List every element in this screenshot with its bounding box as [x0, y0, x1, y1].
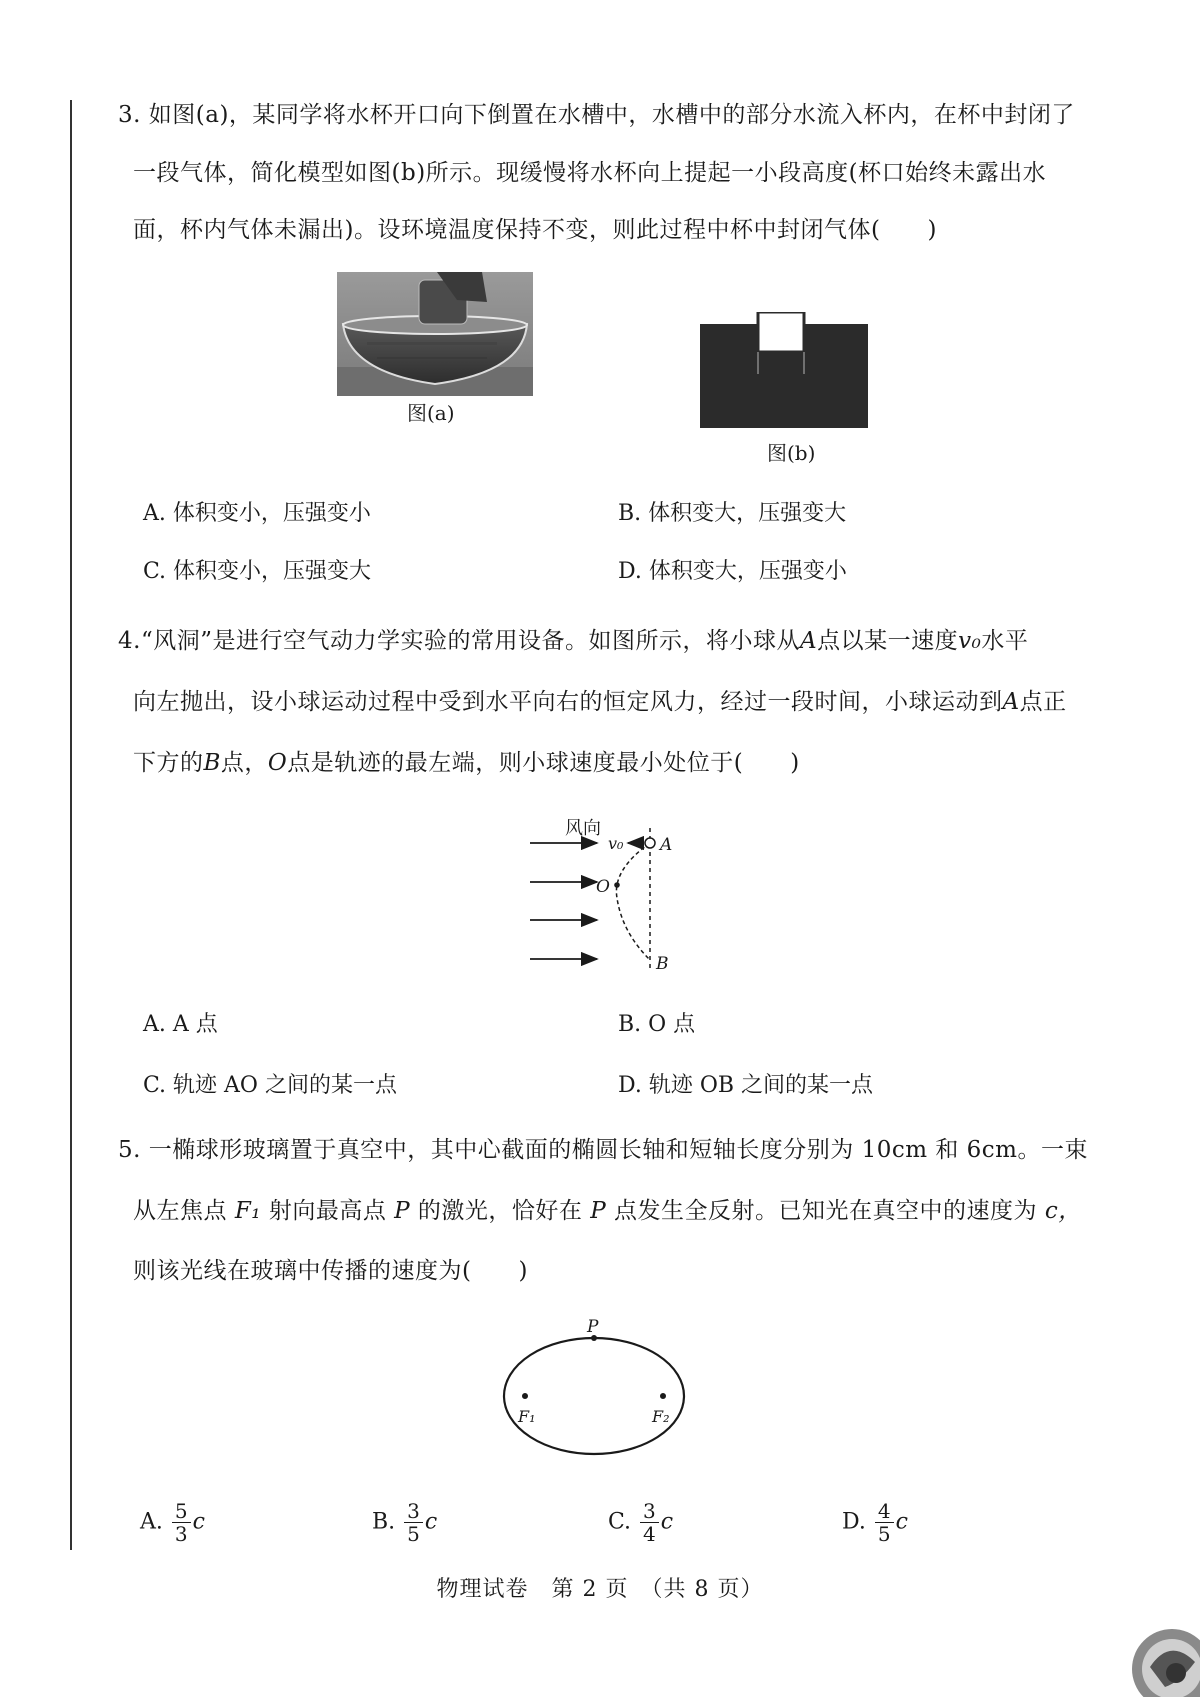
- q5-option-b-letter: B.: [372, 1509, 396, 1535]
- corner-scan-mark: [1110, 1607, 1200, 1697]
- q4-option-a[interactable]: A. A 点: [143, 1012, 218, 1037]
- q3-line-1: 3. 如图(a)，某同学将水杯开口向下倒置在水槽中，水槽中的部分水流入杯内，在杯中封闭了: [118, 102, 1075, 128]
- q3-line-2: 一段气体，简化模型如图(b)所示。现缓慢将水杯向上提起一小段高度(杯口始终未露出水: [133, 160, 1047, 186]
- q3-option-c[interactable]: C. 体积变小，压强变大: [143, 559, 372, 584]
- fraction-numerator: 5: [172, 1500, 191, 1523]
- q5-option-a[interactable]: [140, 1500, 205, 1545]
- ball-at-a: [645, 838, 655, 848]
- q5-f1-ref: F₁: [234, 1198, 261, 1224]
- q3-figure-b-caption: 图(b): [767, 441, 816, 465]
- fraction-denominator: 4: [643, 1522, 656, 1546]
- point-f2-dot: [660, 1393, 666, 1399]
- q4-point-a-ref-2: A: [1002, 689, 1020, 715]
- q5-option-b[interactable]: [372, 1500, 437, 1545]
- q5-option-d-letter: D.: [842, 1509, 866, 1535]
- q3-option-b[interactable]: B. 体积变大，压强变大: [618, 501, 847, 526]
- q4-label-a: A: [660, 835, 673, 855]
- trajectory-curve: [616, 843, 650, 960]
- q5-option-a-var: c: [192, 1509, 205, 1535]
- q5-label-f1: F₁: [518, 1407, 536, 1426]
- q5-line-1: 5. 一椭球形玻璃置于真空中，其中心截面的椭圆长轴和短轴长度分别为 10cm 和 6cm。一束: [118, 1137, 1088, 1163]
- q4-label-b: B: [656, 954, 669, 974]
- q4-v0-label: v₀: [608, 834, 624, 853]
- q5-option-b-var: c: [424, 1509, 438, 1535]
- q5-line-3: 则该光线在玻璃中传播的速度为( ): [133, 1258, 528, 1284]
- q5-option-a-fraction: [172, 1500, 191, 1545]
- q4-line-3-text: 下方的: [133, 750, 204, 776]
- q4-line-3: [133, 748, 800, 778]
- q3-option-d[interactable]: D. 体积变大，压强变小: [618, 559, 847, 584]
- q5-option-c-letter: C.: [608, 1509, 632, 1535]
- q5-option-c-fraction: [640, 1500, 659, 1545]
- q4-option-d[interactable]: D. 轨迹 OB 之间的某一点: [618, 1073, 874, 1098]
- q4-label-o: O: [596, 877, 610, 897]
- q5-label-f2: F₂: [652, 1407, 670, 1426]
- q5-label-p: P: [587, 1318, 599, 1337]
- fraction-denominator: 5: [407, 1522, 420, 1546]
- q4-line-2: [133, 687, 1067, 717]
- q5-c-ref: c，: [1044, 1198, 1082, 1224]
- q4-wind-label: 风向: [565, 818, 601, 839]
- q5-line-2-text2: 射向最高点: [268, 1198, 387, 1224]
- q5-p-ref-2: P: [590, 1198, 607, 1224]
- q5-option-d-var: c: [895, 1509, 908, 1535]
- q5-line-2: [133, 1196, 1082, 1226]
- q4-line-3-text3: 点是轨迹的最左端，则小球速度最小处位于( ): [287, 750, 800, 776]
- fraction-numerator: 4: [875, 1500, 894, 1523]
- q4-point-a-ref: A: [799, 628, 818, 654]
- q4-line-1-text3: 水平: [981, 628, 1029, 654]
- q5-option-a-letter: A.: [140, 1509, 163, 1535]
- q4-line-1: [118, 626, 1028, 656]
- q4-line-1-text: 4.“风洞”是进行空气动力学实验的常用设备。如图所示，将小球从: [118, 628, 800, 654]
- q3-figure-a-photo: [337, 272, 533, 396]
- q5-line-2-text: 从左焦点: [133, 1198, 227, 1224]
- q5-option-d-fraction: [875, 1500, 894, 1545]
- q3-figure-a-caption: 图(a): [407, 401, 455, 425]
- q4-option-b[interactable]: B. O 点: [618, 1012, 696, 1037]
- q4-line-2-text2: 点正: [1019, 689, 1067, 715]
- q5-option-c[interactable]: [608, 1500, 673, 1545]
- q5-option-b-fraction: [404, 1500, 423, 1545]
- q5-ellipse-diagram: [496, 1318, 696, 1468]
- q4-line-1-text2: 点以某一速度: [817, 628, 959, 654]
- q5-p-ref: P: [394, 1198, 411, 1224]
- q4-v0-ref: v₀: [958, 628, 982, 654]
- q3-line-3: 面，杯内气体未漏出)。设环境温度保持不变，则此过程中杯中封闭气体( ): [133, 217, 937, 243]
- q3-option-a[interactable]: A. 体积变小，压强变小: [143, 501, 371, 526]
- page-footer: 物理试卷 第 2 页 （共 8 页）: [436, 1577, 764, 1602]
- q4-wind-tunnel-diagram: [520, 810, 700, 980]
- q4-point-o-ref: O: [267, 750, 288, 776]
- point-o-dot: [614, 882, 620, 888]
- point-f1-dot: [522, 1393, 528, 1399]
- page-margin-line: [70, 100, 72, 1550]
- fraction-numerator: 3: [404, 1500, 423, 1523]
- q4-line-2-text: 向左抛出，设小球运动过程中受到水平向右的恒定风力，经过一段时间，小球运动到: [133, 689, 1003, 715]
- q5-option-d[interactable]: [842, 1500, 908, 1545]
- q4-point-b-ref: B: [203, 750, 221, 776]
- fraction-denominator: 3: [174, 1522, 188, 1546]
- q5-line-2-text4: 点发生全反射。已知光在真空中的速度为: [614, 1198, 1038, 1224]
- q4-option-c[interactable]: C. 轨迹 AO 之间的某一点: [143, 1073, 397, 1098]
- q4-line-3-text2: 点，: [220, 750, 268, 776]
- q3-figure-b-model: [700, 312, 870, 430]
- q5-line-2-text3: 的激光，恰好在: [417, 1198, 583, 1224]
- ellipse-outline: [504, 1338, 684, 1454]
- fraction-numerator: 3: [640, 1500, 659, 1523]
- q5-option-c-var: c: [660, 1509, 674, 1535]
- fraction-denominator: 5: [877, 1522, 891, 1546]
